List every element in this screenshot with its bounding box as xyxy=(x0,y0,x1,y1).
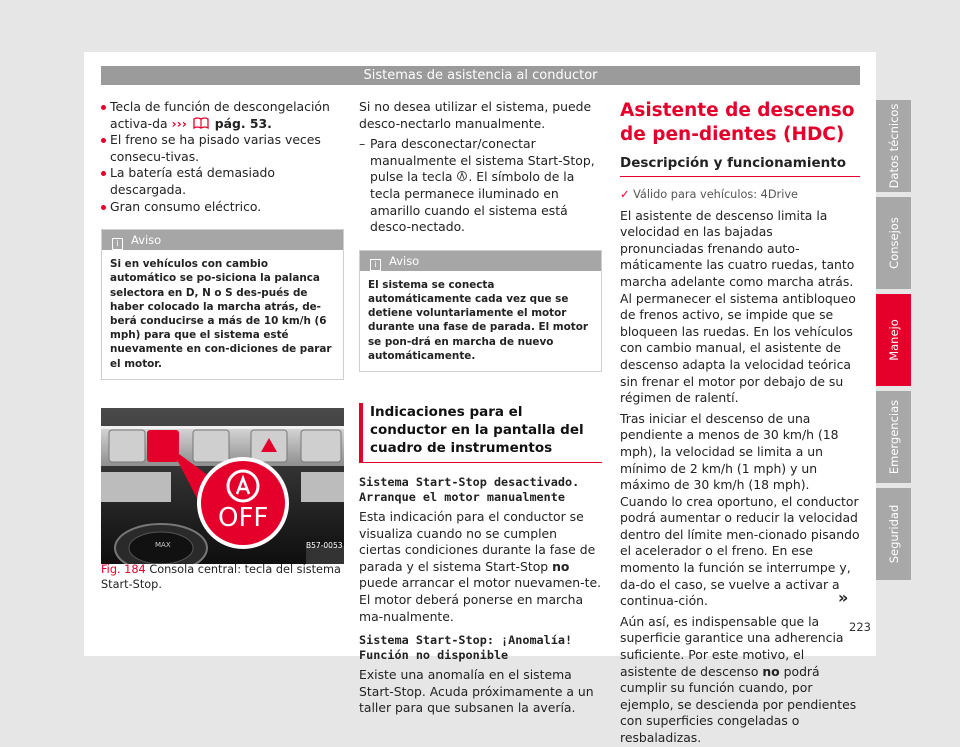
validity-text: Válido para vehículos: 4Drive xyxy=(633,188,798,201)
page-header: Sistemas de asistencia al conductor xyxy=(101,66,860,85)
list-item: Gran consumo eléctrico. xyxy=(101,199,344,216)
start-stop-button-icon xyxy=(456,170,468,182)
page-reference-link[interactable]: pág. 53 xyxy=(214,115,268,131)
tab-seguridad[interactable] xyxy=(876,488,911,580)
reference-arrow: ››› xyxy=(171,115,187,131)
tab-label: Manejo xyxy=(886,319,901,361)
driver-message: Sistema Start-Stop: ¡Anomalía! Función no disponible xyxy=(359,633,573,663)
continue-arrow-icon: » xyxy=(838,588,849,607)
list-item: El freno se ha pisado varias veces consecu-tivas. xyxy=(101,132,344,165)
note-box xyxy=(101,229,344,380)
tab-label: Consejos xyxy=(886,217,901,269)
console-illustration xyxy=(101,408,344,564)
paragraph xyxy=(620,614,860,747)
paragraph-text: Aún así, es indispensable que la superficie garantice una adherencia suficiente. Por este motivo, el asistente de descenso xyxy=(620,613,844,679)
chapter-title: Asistente de descenso de pen-dientes (HDC) xyxy=(620,100,855,145)
note-text: El sistema se conecta automáticamente cada vez que se detiene voluntariamente el motor durante una fase de parada. El motor se pon-drá en marcha de nuevo automáticamente. xyxy=(368,278,588,362)
off-label: OFF xyxy=(218,503,269,533)
paragraph: Si no desea utilizar el sistema, puede desco-nectarlo manualmente. xyxy=(359,99,592,131)
subsection-title: Descripción y funcionamiento xyxy=(620,154,860,177)
paragraph-bold: no xyxy=(762,663,780,679)
driver-message: Sistema Start-Stop desactivado. Arranque el motor manualmente xyxy=(359,474,580,504)
list-item xyxy=(101,99,344,132)
paragraph: Existe una anomalía en el sistema Start-Stop. Acuda próximamente a un taller para que subsanen la avería. xyxy=(359,667,594,716)
page-number: 223 xyxy=(849,620,871,634)
info-icon: i xyxy=(370,259,381,271)
figure-console-photo xyxy=(101,408,344,564)
instruction-text: . El símbolo de la tecla permanece iluminado en amarillo cuando el sistema está desco-nectado. xyxy=(370,169,575,235)
paragraph-text: puede arrancar el motor nuevamen-te. El motor deberá ponerse en marcha ma-nualmente. xyxy=(359,575,602,624)
book-icon xyxy=(193,117,209,129)
paragraph: El asistente de descenso limita la velocidad en las bajadas pronunciadas frenando auto-máticamente las cuatro ruedas, tanto marcha adelante como marcha atrás. Al permanecer el sistema antibloqueo de frenos activo, se impide que se bloqueen las ruedas. En los vehículos con cambio manual, el asistente de descenso adapta la velocidad teórica sin frenar el motor por debajo de su régimen de ralentí. xyxy=(620,207,856,406)
note-label: Aviso xyxy=(389,253,420,268)
tab-datos-tecnicos[interactable] xyxy=(876,100,911,192)
info-icon: i xyxy=(112,238,123,250)
section-title: Indicaciones para el conductor en la pantalla del cuadro de instrumentos xyxy=(359,403,602,463)
note-header xyxy=(360,251,601,271)
paragraph: Tras iniciar el descenso de una pendiente a menos de 30 km/h (18 mph), la velocidad se limita a un mínimo de 2 km/h (1 mph) y un máximo de 30 km/h (18 mph). Cuando lo crea oportuno, el conductor podrá aumentar o reducir la velocidad dentro del límite men-cionado pisando el acelerador o el freno. En ese momento la función se interrumpe y, da-do el caso, se vuelve a activar a continua-ción. xyxy=(620,410,860,609)
paragraph-bold: no xyxy=(552,558,570,574)
tab-label: Seguridad xyxy=(886,504,901,564)
note-header xyxy=(102,230,343,250)
tab-label: Emergencias xyxy=(886,399,901,475)
instruction-text: Para desconectar/conectar manualmente el sistema Start-Stop, pulse la tecla xyxy=(370,136,595,185)
note-text: Si en vehículos con cambio automático se po-siciona la palanca selectora en D, N o S des-pués de haber colocado la marcha atrás, de-berá conducirse a más de 10 km/h (6 mph) para que el sistema esté nuevamente en con-diciones de parar el motor. xyxy=(110,258,332,370)
bullet-text: . xyxy=(267,115,272,131)
instruction-item xyxy=(359,136,602,236)
column-middle xyxy=(359,99,602,717)
paragraph-text: podrá cumplir su función cuando, por ejemplo, se descienda por pendientes con superficies congeladas o resbaladizas. xyxy=(620,663,857,745)
list-item: La batería está demasiado descargada. xyxy=(101,165,344,198)
max-label: MAX xyxy=(155,541,171,549)
validity-note xyxy=(620,187,860,204)
tab-manejo[interactable] xyxy=(876,294,911,386)
column-right xyxy=(620,99,860,747)
check-icon: ✓ xyxy=(620,188,630,201)
bullet-text: Tecla de función de descongelación activa-da xyxy=(110,99,330,131)
paragraph xyxy=(359,509,602,625)
tab-consejos[interactable] xyxy=(876,197,911,289)
note-label: Aviso xyxy=(131,233,162,248)
caption-label: Fig. 184 xyxy=(101,563,146,576)
tab-label: Datos técnicos xyxy=(886,103,901,189)
paragraph-text: Esta indicación para el conductor se visualiza cuando no se cumplen ciertas condiciones durante la fase de parada y el sistema Start-Stop xyxy=(359,508,596,574)
tab-emergencias[interactable] xyxy=(876,391,911,483)
caption-text: Consola central: tecla del sistema Start-Stop. xyxy=(101,563,341,591)
figure-caption xyxy=(101,563,344,592)
figure-code: B57-0053 xyxy=(306,541,343,550)
note-box xyxy=(359,250,602,372)
